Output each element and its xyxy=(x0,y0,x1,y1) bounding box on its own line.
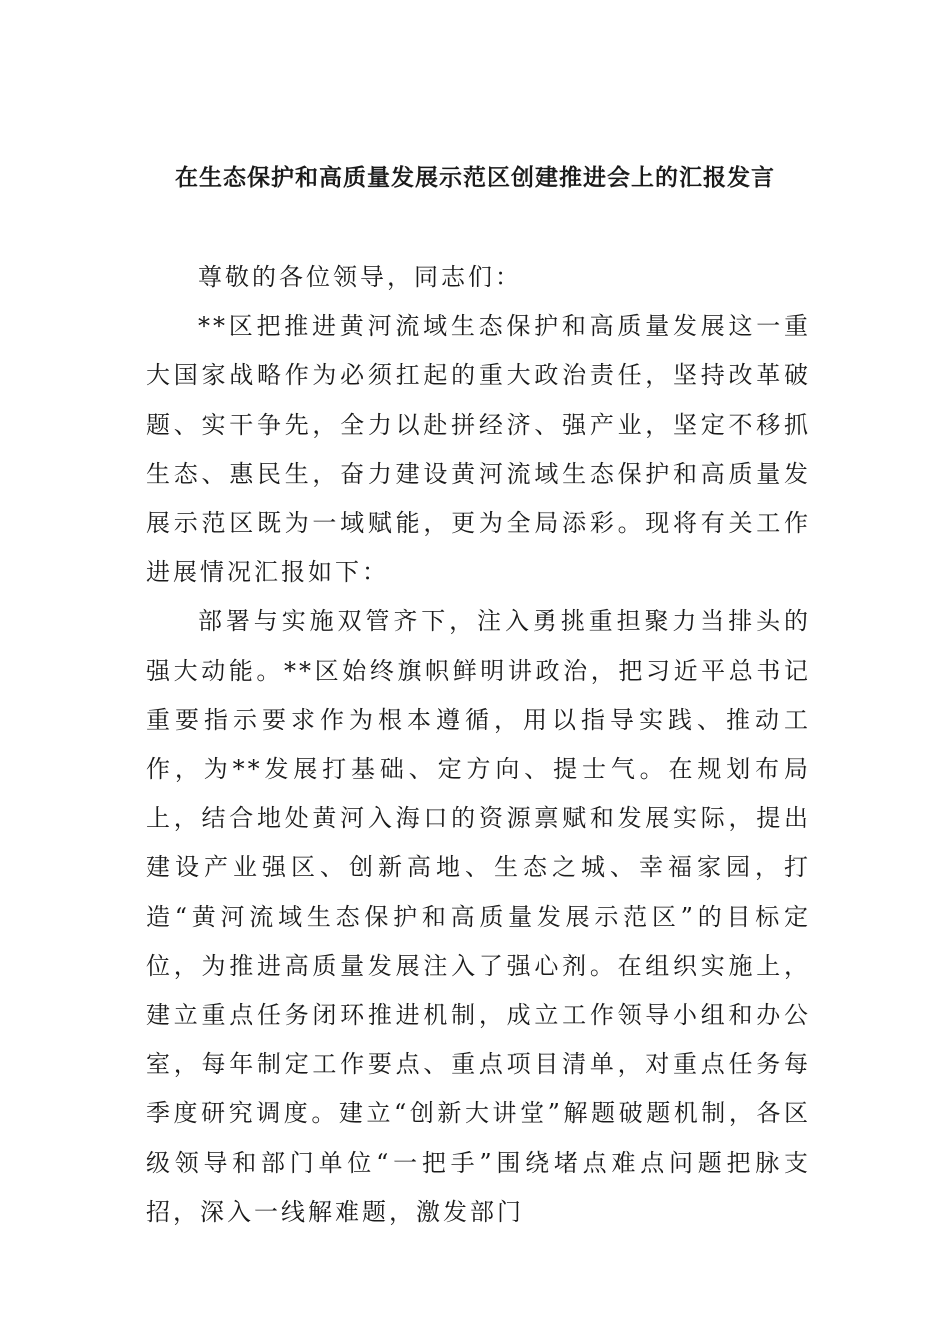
document-title: 在生态保护和高质量发展示范区创建推进会上的汇报发言 xyxy=(175,165,775,191)
body-paragraph: 部署与实施双管齐下，注入勇挑重担聚力当排头的强大动能。**区始终旗帜鲜明讲政治，把习近平总书记重要指示要求作为根本遵循，用以指导实践、推动工作，为**发展打基础、定方向、提士气。在规划布局上，结合地处黄河入海口的资源禀赋和发展实际，提出建设产业强区、创新高地、生态之城、幸福家园，打造“黄河流域生态保护和高质量发展示范区”的目标定位，为推进高质量发展注入了强心剂。在组织实施上，建立重点任务闭环推进机制，成立工作领导小组和办公室，每年制定工作要点、重点项目清单，对重点任务每季度研究调度。建立“创新大讲堂”解题破题机制，各区级领导和部门单位“一把手”围绕堵点难点问题把脉支招，深入一线解难题，激发部门 xyxy=(146,607,811,1226)
salutation-paragraph: 尊敬的各位领导，同志们： xyxy=(198,263,522,291)
document-body xyxy=(146,253,811,1237)
intro-paragraph: **区把推进黄河流域生态保护和高质量发展这一重大国家战略作为必须扛起的重大政治责任，坚持改革破题、实干争先，全力以赴拼经济、强产业，坚定不移抓生态、惠民生，奋力建设黄河流域生态保护和高质量发展示范区既为一域赋能，更为全局添彩。现将有关工作进展情况汇报如下： xyxy=(146,312,811,587)
